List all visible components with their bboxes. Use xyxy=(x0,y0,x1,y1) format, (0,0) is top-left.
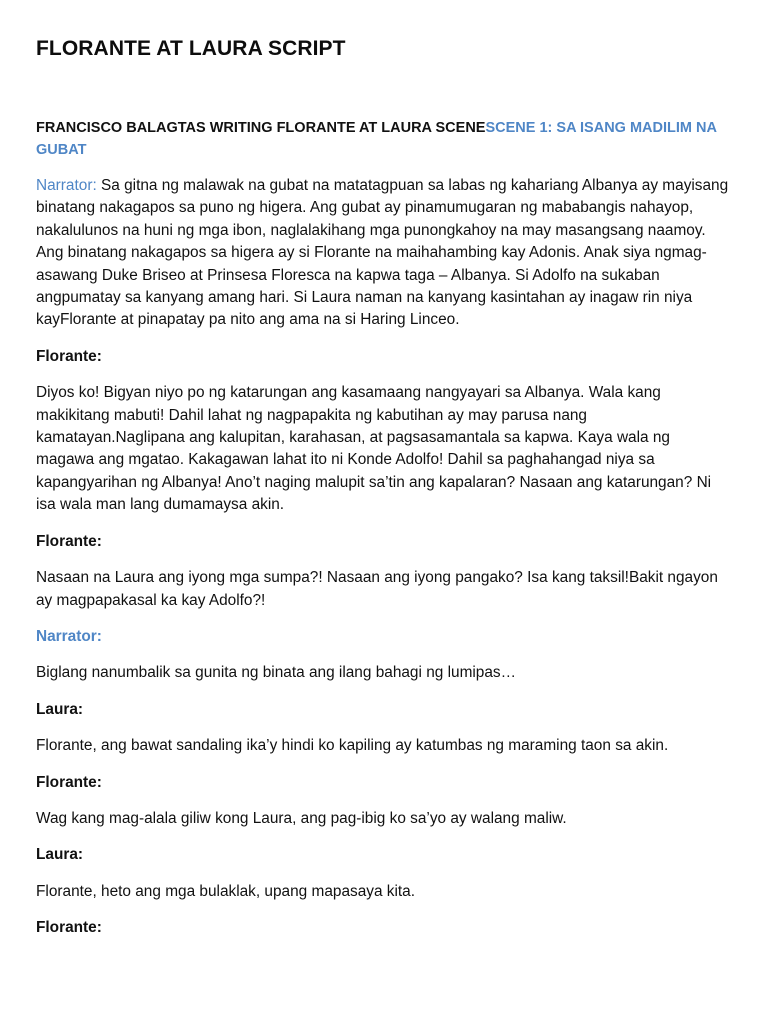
speaker-label: Laura: xyxy=(36,846,84,864)
document-title: FLORANTE AT LAURA SCRIPT xyxy=(36,37,346,60)
speaker-label: Florante: xyxy=(36,919,102,937)
dialogue-paragraph: Nasaan na Laura ang iyong mga sumpa?! Nasaan ang iyong pangako? Isa kang taksil!Bakit ngayon ay magpapakasal ka kay Adolfo?! xyxy=(36,569,718,609)
scene-heading-accent: SCENE 1: SA ISANG MADILIM NA GUBAT xyxy=(36,120,717,158)
dialogue-paragraph: Wag kang mag-alala giliw kong Laura, ang pag-ibig ko sa’yo ay walang maliw. xyxy=(36,809,567,827)
narrator-intro-paragraph xyxy=(36,175,732,332)
scene-heading-main: FRANCISCO BALAGTAS WRITING FLORANTE AT LAURA SCENE xyxy=(36,120,486,136)
dialogue-paragraph: Diyos ko! Bigyan niyo po ng katarungan ang kasamaang nangyayari sa Albanya. Wala kang makikitang mabuti! Dahil lahat ng nagpapakita ng kabutihan ay may parusa nang kamatayan.Naglipana ang kalupitan, karahasan, at pagsasamantala sa kapwa. Kaya wala ng magawa ang mgatao. Kakagawan lahat ito ni Konde Adolfo! Dahil sa paghahangad niya sa kapangyarihan ng Albanya! Ano’t naging malupit sa’tin ang kapalaran? Nasaan ang katarungan? Ni isa wala man lang dumamaysa akin. xyxy=(36,384,712,514)
speaker-label: Florante: xyxy=(36,773,102,791)
narrator-intro-text: Sa gitna ng malawak na gubat na matatagpuan sa labas ng kahariang Albanya ay mayisang binatang nakagapos sa puno ng higera. Ang gubat ay pinamumugaran ng mababangis nahayop, nakalulunos na huni ng mga ibon, naglalakihang mga punongkahoy na may masangsang naamoy. Ang binatang nakagapos sa higera ay si Florante na maihahambing kay Adonis. Anak siya ngmag- asawang Duke Briseo at Prinsesa Floresca na kapwa taga – Albanya. Si Adolfo na sukaban angpumatay sa kanyang amang hari. Si Laura naman na kanyang kasintahan ay inagaw rin niya kayFlorante at pinapatay pa nito ang ama na si Haring Linceo. xyxy=(36,177,729,329)
dialogue-paragraph: Biglang nanumbalik sa gunita ng binata ang ilang bahagi ng lumipas… xyxy=(36,664,517,682)
speaker-label: Florante: xyxy=(36,347,102,365)
speaker-label-narrator: Narrator: xyxy=(36,627,102,645)
dialogue-paragraph: Florante, heto ang mga bulaklak, upang mapasaya kita. xyxy=(36,882,416,900)
scene-heading xyxy=(36,117,732,161)
speaker-label: Florante: xyxy=(36,532,102,550)
dialogue-paragraph: Florante, ang bawat sandaling ika’y hindi ko kapiling ay katumbas ng maraming taon sa akin. xyxy=(36,737,669,755)
narrator-label: Narrator: xyxy=(36,177,97,194)
speaker-label: Laura: xyxy=(36,700,84,718)
